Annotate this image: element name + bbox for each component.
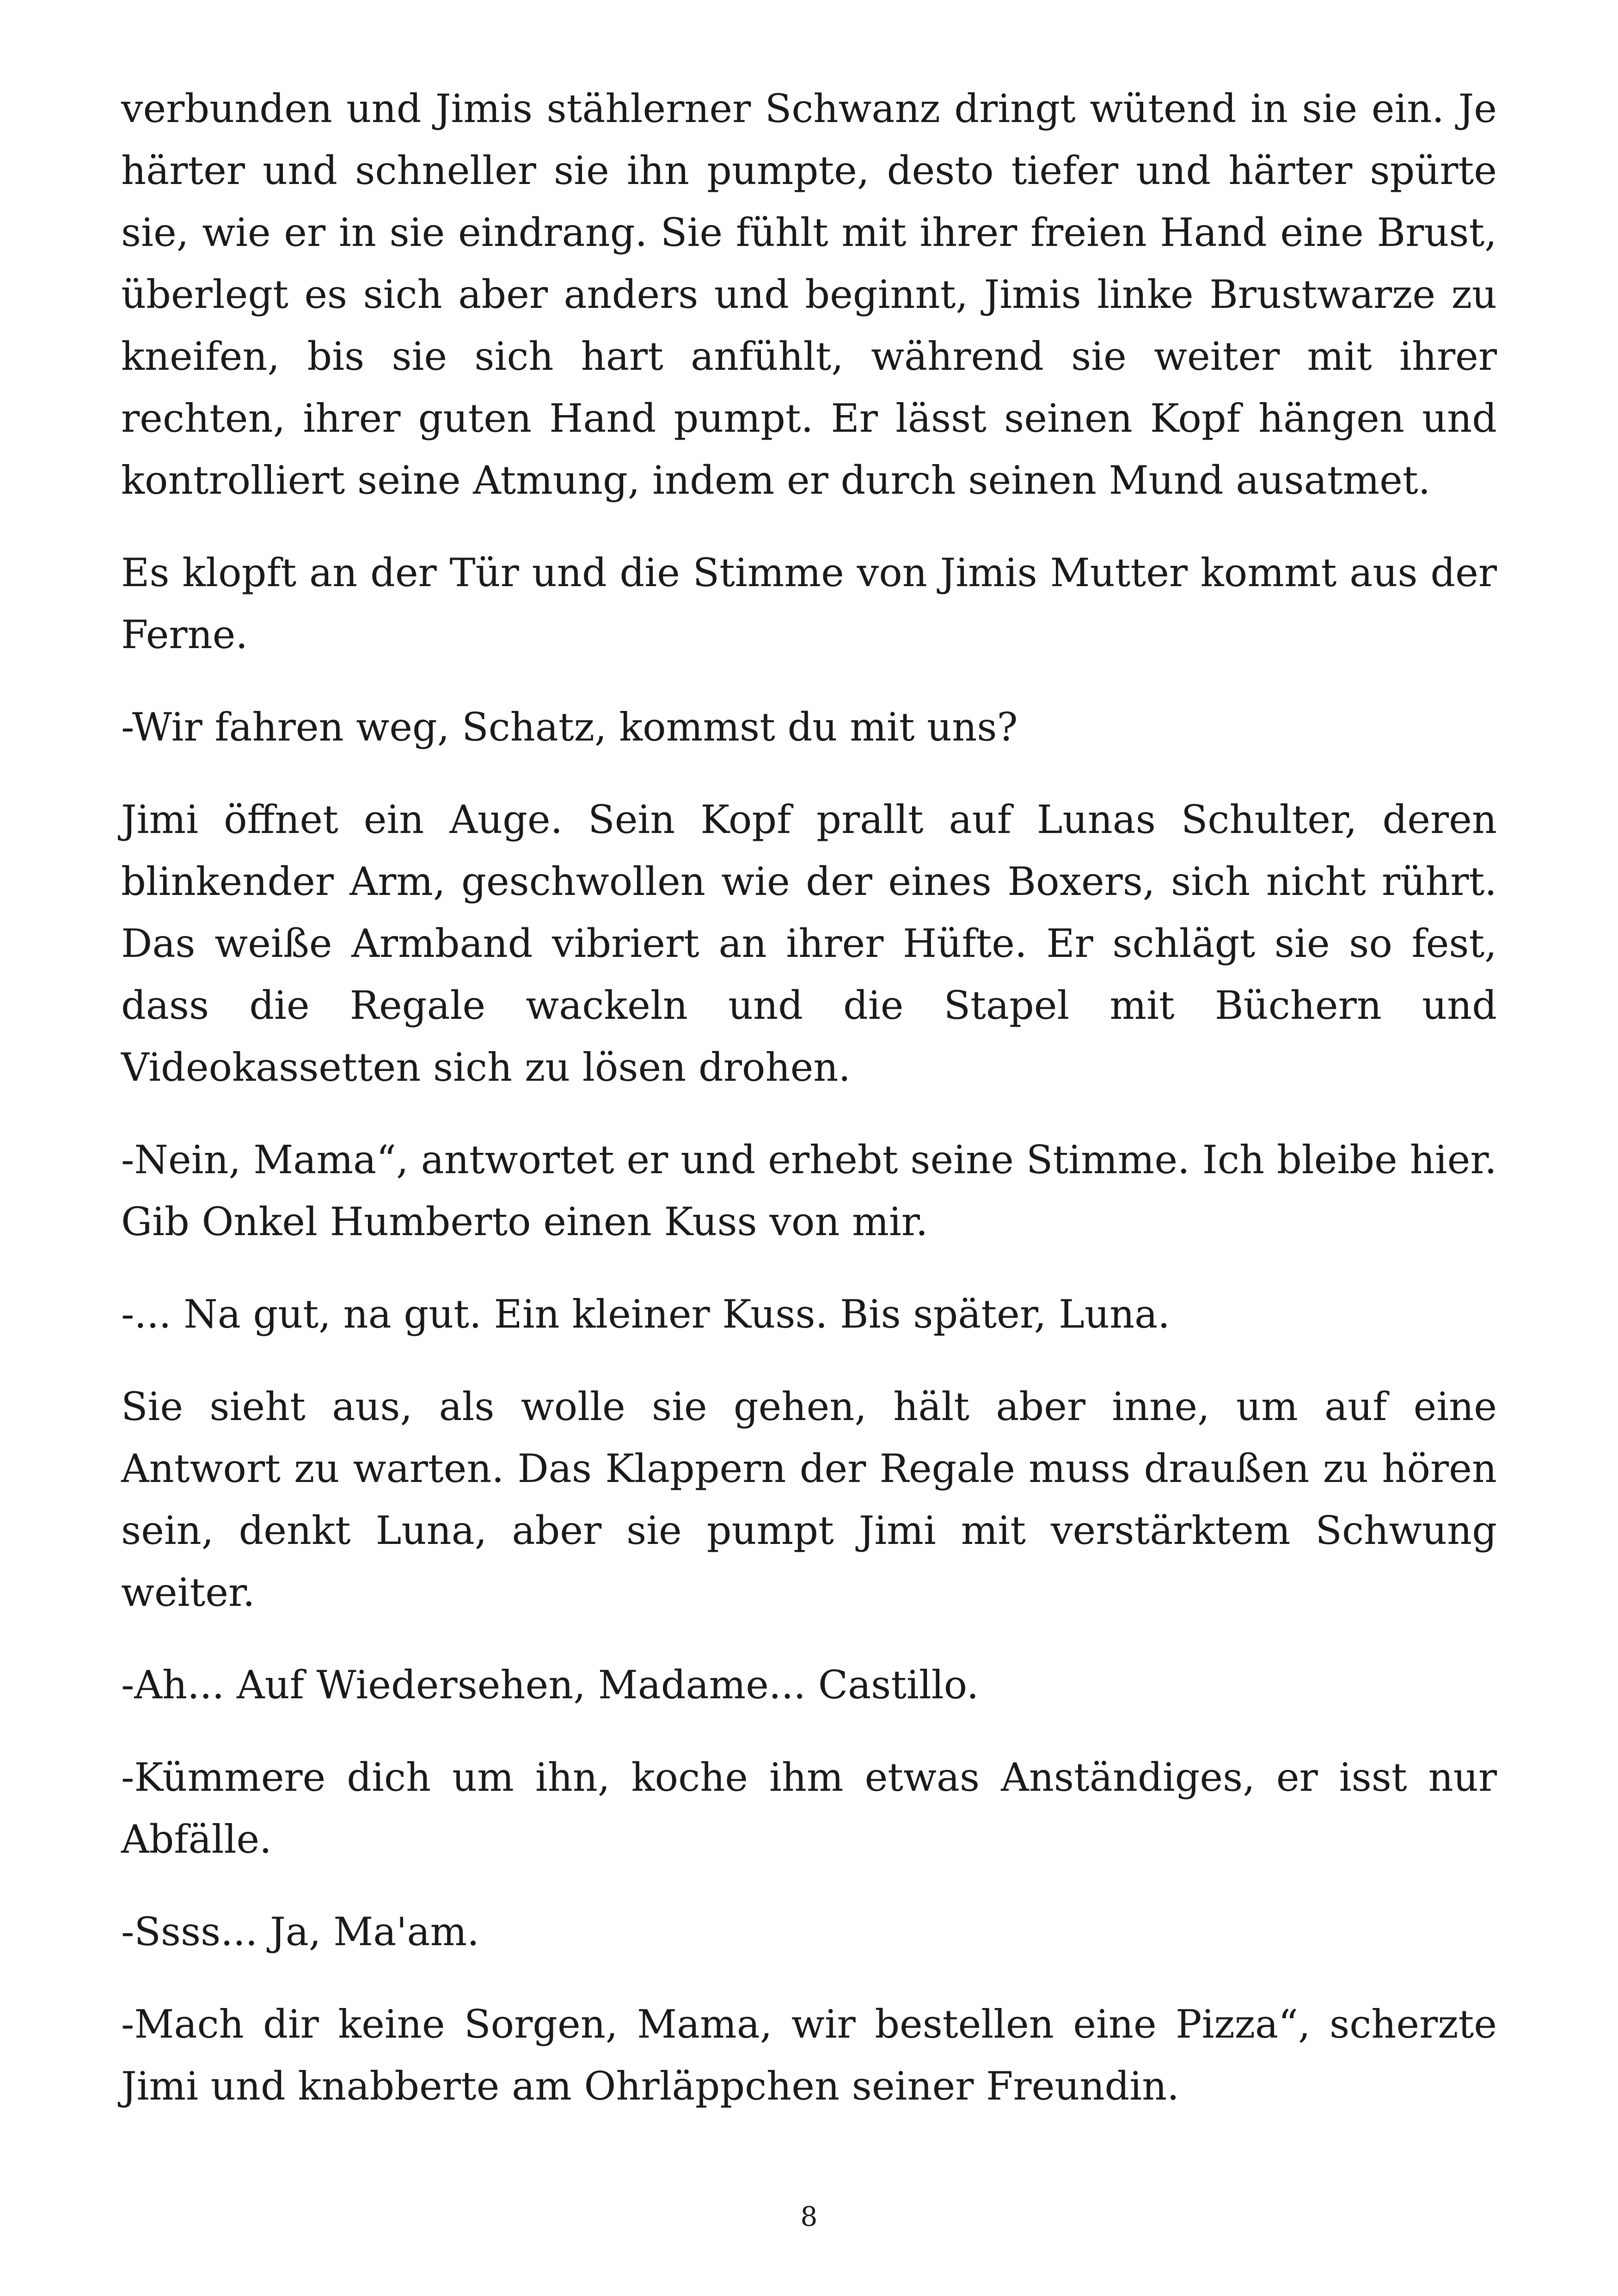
paragraph-3: -Wir fahren weg, Schatz, kommst du mit uns? <box>121 704 1018 750</box>
paragraph-2: Es klopft an der Tür und die Stimme von Jimis Mutter kommt aus der Ferne. <box>121 550 1497 657</box>
paragraph-6: -... Na gut, na gut. Ein kleiner Kuss. Bis später, Luna. <box>121 1292 1170 1337</box>
page-number: 8 <box>800 2201 818 2232</box>
paragraph-11: -Mach dir keine Sorgen, Mama, wir bestellen eine Pizza“, scherzte Jimi und knabberte am Ohrläppchen seiner Freundin. <box>121 2002 1497 2109</box>
paragraph-10: -Ssss... Ja, Ma'am. <box>121 1909 479 1954</box>
paragraph-8: -Ah... Auf Wiedersehen, Madame... Castillo. <box>121 1662 979 1708</box>
paragraph-9: -Kümmere dich um ihn, koche ihm etwas Anständiges, er isst nur Abfälle. <box>121 1755 1497 1862</box>
paragraph-7: Sie sieht aus, als wolle sie gehen, hält aber inne, um auf eine Antwort zu warten. Das Klappern der Regale muss draußen zu hören sein, denkt Luna, aber sie pumpt Jimi mit verstärktem Schwung weiter. <box>121 1384 1497 1615</box>
paragraph-4: Jimi öffnet ein Auge. Sein Kopf prallt auf Lunas Schulter, deren blinkender Arm, geschwollen wie der eines Boxers, sich nicht rührt. Das weiße Armband vibriert an ihrer Hüfte. Er schlägt sie so fest, dass die Regale wackeln und die Stapel mit Büchern und Videokassetten sich zu lösen drohen. <box>121 797 1497 1090</box>
paragraph-5: -Nein, Mama“, antwortet er und erhebt seine Stimme. Ich bleibe hier. Gib Onkel Humberto einen Kuss von mir. <box>121 1137 1497 1244</box>
text-body <box>121 78 1497 2148</box>
paragraph-1: verbunden und Jimis stählerner Schwanz dringt wütend in sie ein. Je härter und schneller sie ihn pumpte, desto tiefer und härter spürte sie, wie er in sie eindrang. Sie fühlt mit ihrer freien Hand eine Brust, überlegt es sich aber anders und beginnt, Jimis linke Brustwarze zu kneifen, bis sie sich hart anfühlt, während sie weiter mit ihrer rechten, ihrer guten Hand pumpt. Er lässt seinen Kopf hängen und kontrolliert seine Atmung, indem er durch seinen Mund ausatmet. <box>121 86 1497 503</box>
